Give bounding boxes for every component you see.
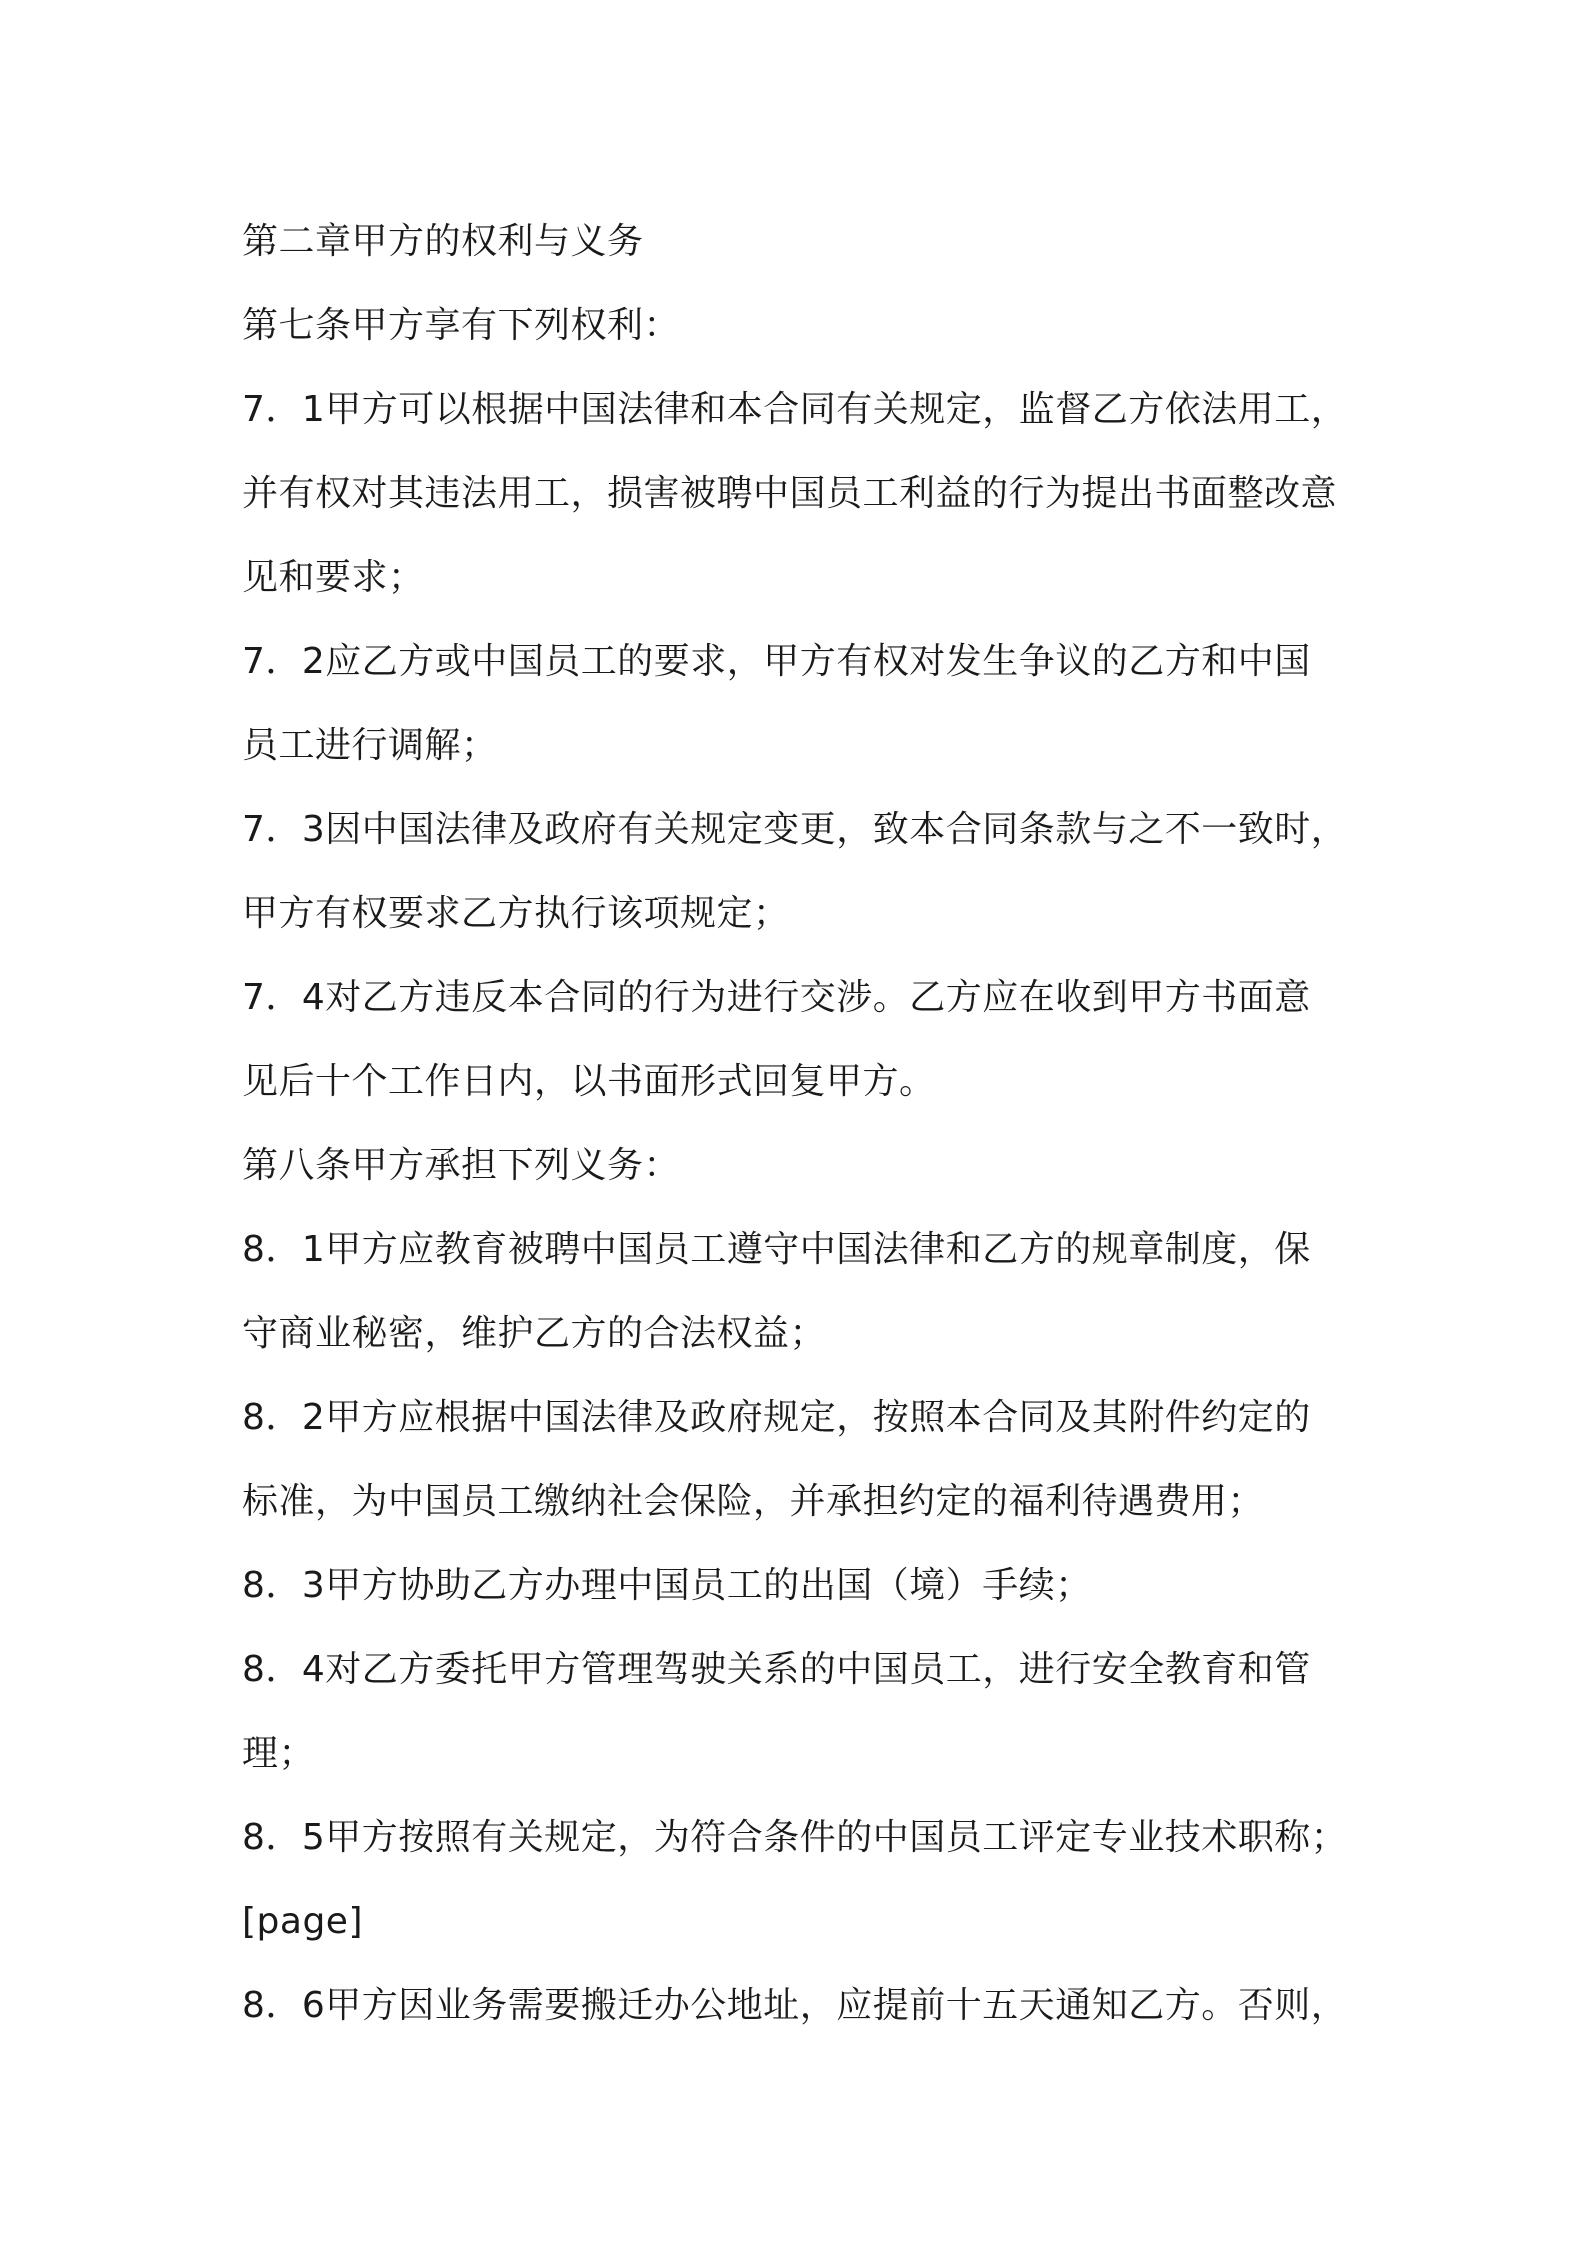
article-8-heading: 第八条甲方承担下列义务： xyxy=(242,1145,681,1186)
clause-8-4-line-2: 理； xyxy=(242,1733,316,1774)
clause-7-2-line-2: 员工进行调解； xyxy=(242,725,498,766)
clause-8-2-line-2: 标准，为中国员工缴纳社会保险，并承担约定的福利待遇费用； xyxy=(242,1481,1265,1522)
clause-8-3-line-1: 8．3甲方协助乙方办理中国员工的出国（境）手续； xyxy=(242,1565,1092,1606)
clause-7-4-line-1: 7．4对乙方违反本合同的行为进行交涉。乙方应在收到甲方书面意 xyxy=(242,977,1311,1018)
clause-7-1-line-3: 见和要求； xyxy=(242,557,425,598)
clause-7-1-line-2: 并有权对其违法用工，损害被聘中国员工利益的行为提出书面整改意 xyxy=(242,473,1338,514)
clause-7-3-line-2: 甲方有权要求乙方执行该项规定； xyxy=(242,893,790,934)
article-7-heading: 第七条甲方享有下列权利： xyxy=(242,305,681,346)
chapter-heading: 第二章甲方的权利与义务 xyxy=(242,221,644,262)
page-break-marker: [page] xyxy=(242,1901,364,1942)
clause-8-1-line-2: 守商业秘密，维护乙方的合法权益； xyxy=(242,1313,827,1354)
document-body xyxy=(242,200,1367,2048)
clause-7-2-line-1: 7．2应乙方或中国员工的要求，甲方有权对发生争议的乙方和中国 xyxy=(242,641,1311,682)
clause-8-5-line-1: 8．5甲方按照有关规定，为符合条件的中国员工评定专业技术职称； xyxy=(242,1817,1348,1858)
clause-8-6-line-1: 8．6甲方因业务需要搬迁办公地址，应提前十五天通知乙方。否则， xyxy=(242,1985,1348,2026)
clause-8-2-line-1: 8．2甲方应根据中国法律及政府规定，按照本合同及其附件约定的 xyxy=(242,1397,1311,1438)
clause-7-1-line-1: 7．1甲方可以根据中国法律和本合同有关规定，监督乙方依法用工， xyxy=(242,389,1348,430)
clause-8-1-line-1: 8．1甲方应教育被聘中国员工遵守中国法律和乙方的规章制度，保 xyxy=(242,1229,1311,1270)
clause-7-3-line-1: 7．3因中国法律及政府有关规定变更，致本合同条款与之不一致时， xyxy=(242,809,1348,850)
clause-8-4-line-1: 8．4对乙方委托甲方管理驾驶关系的中国员工，进行安全教育和管 xyxy=(242,1649,1311,1690)
clause-7-4-line-2: 见后十个工作日内，以书面形式回复甲方。 xyxy=(242,1061,936,1102)
